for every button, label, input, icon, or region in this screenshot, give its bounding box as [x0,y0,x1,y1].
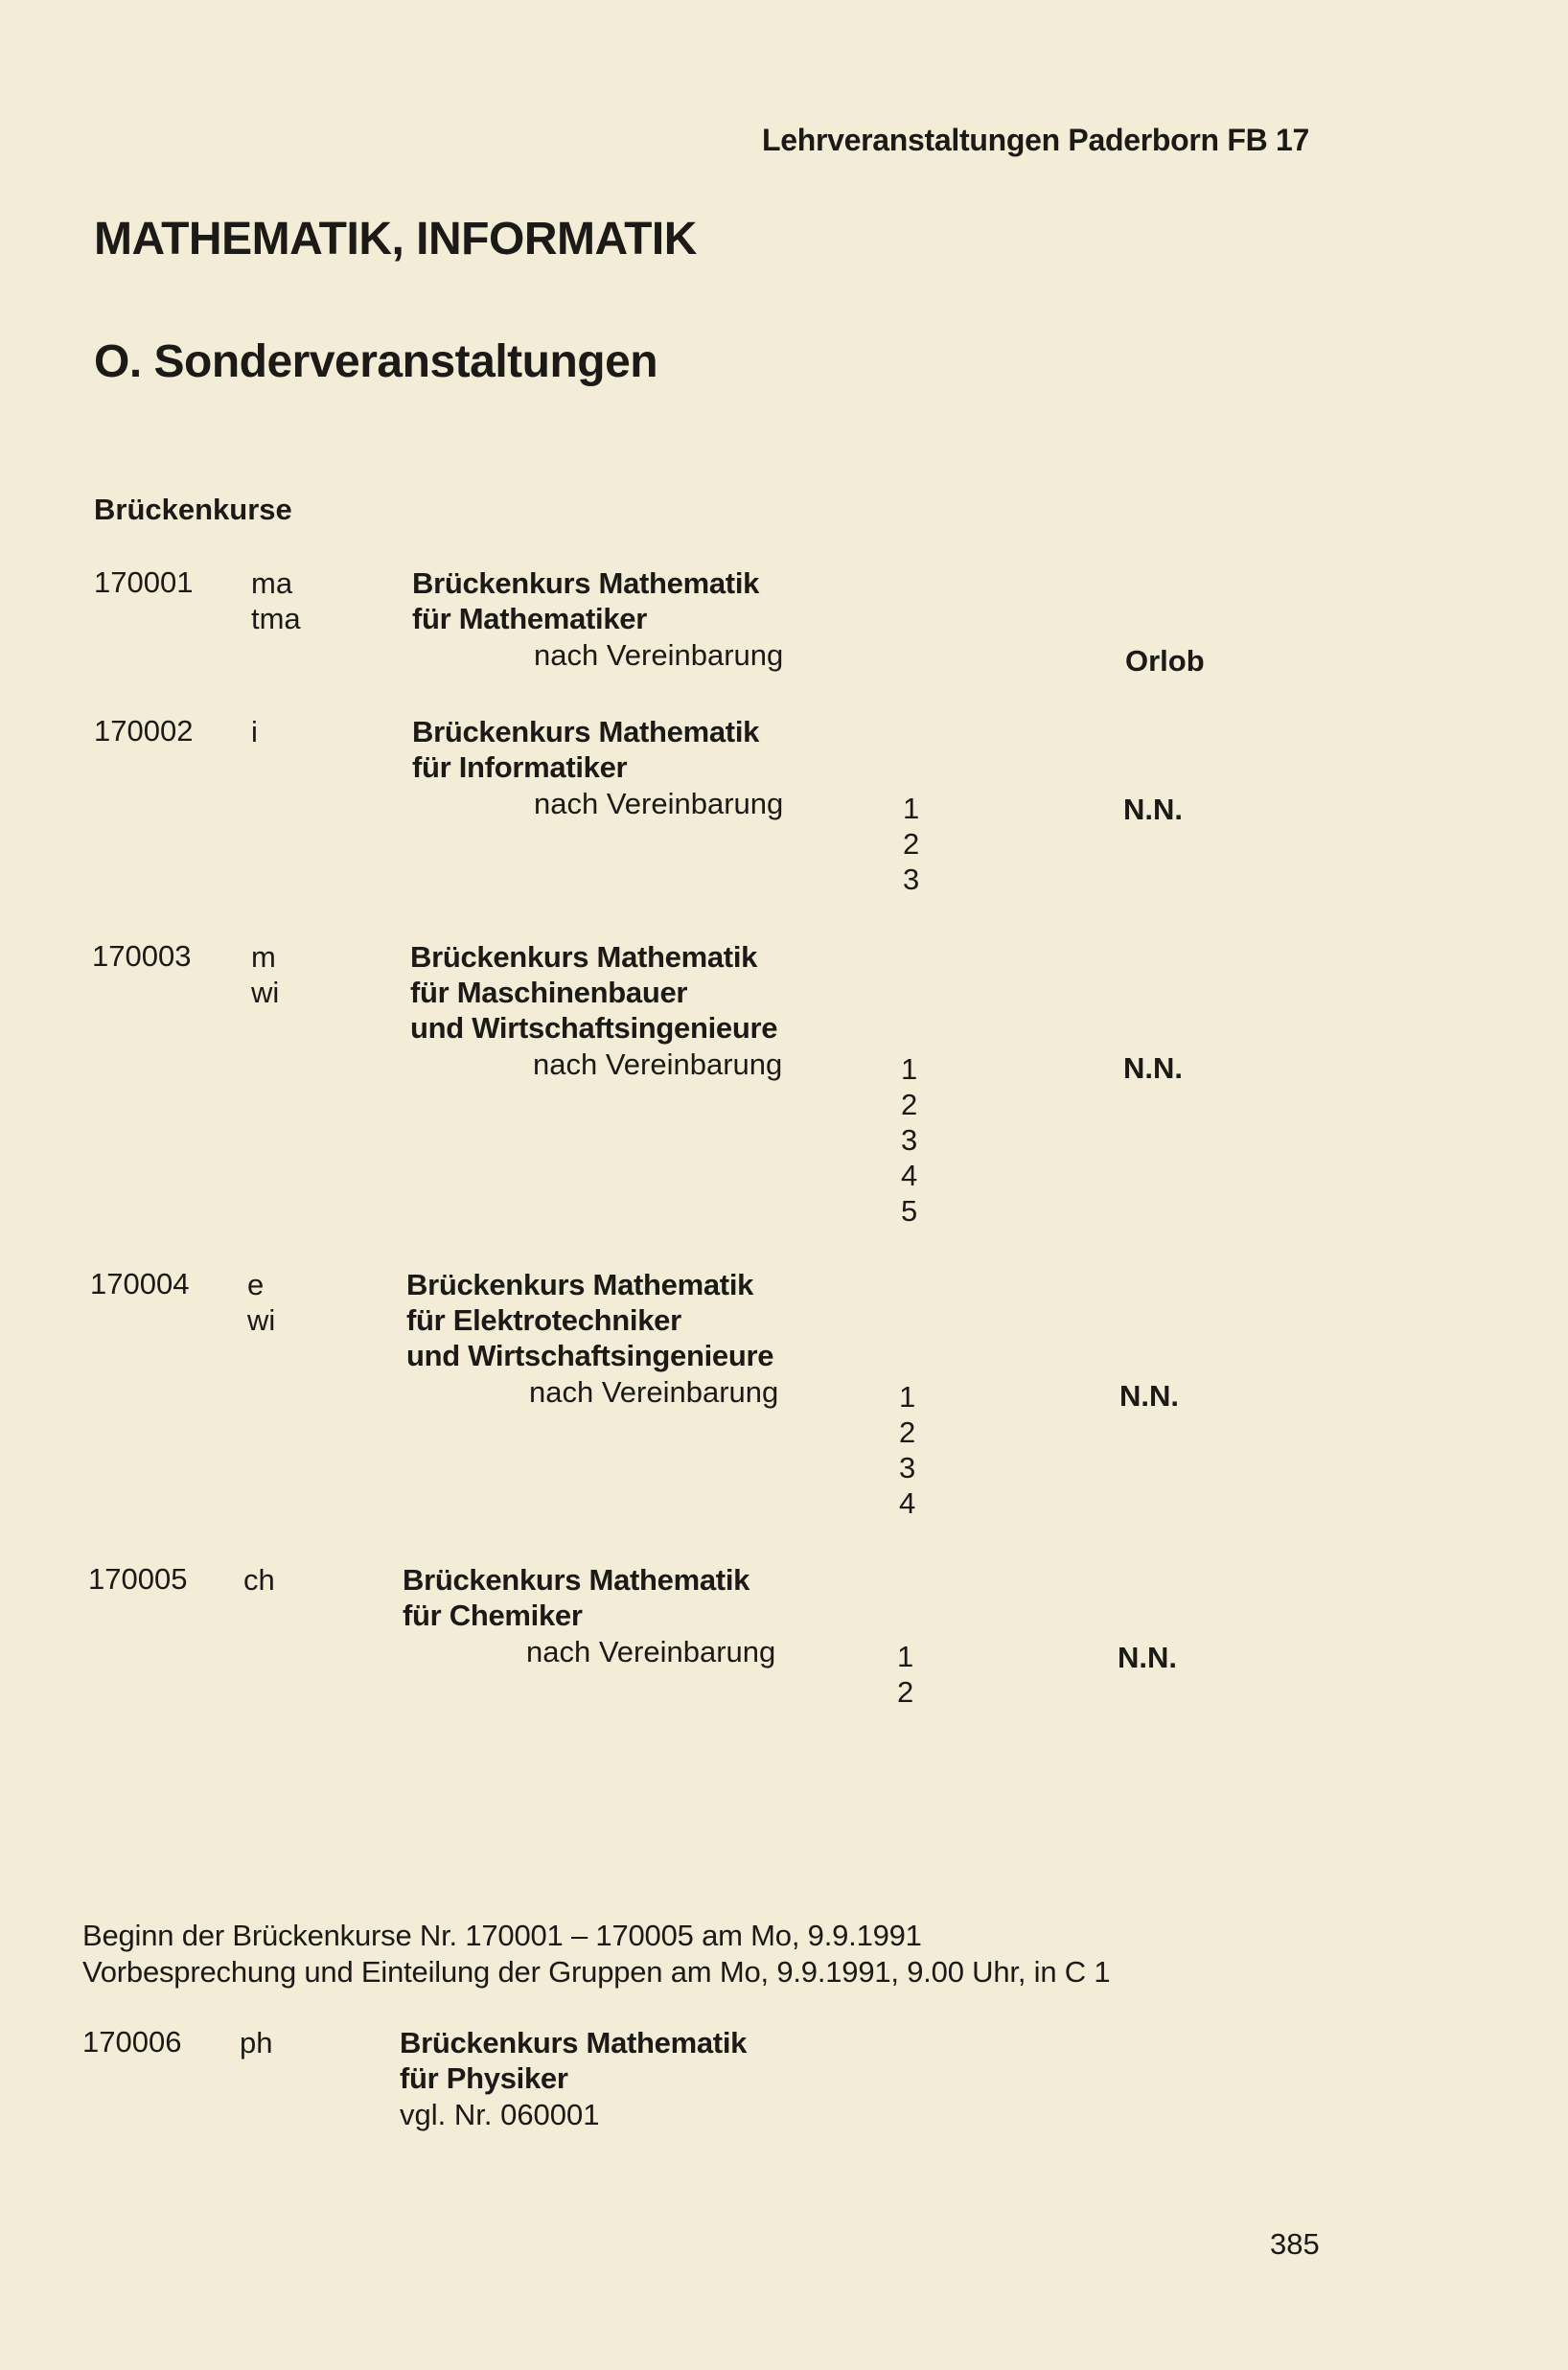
course-schedule: nach Vereinbarung [526,1635,776,1668]
course-title-line: und Wirtschaftsingenieure [406,1339,774,1372]
group-number: 3 [899,1451,916,1484]
course-title [406,1267,773,1373]
course-code: m [251,940,276,974]
course-groups [897,1639,913,1710]
group-number: 3 [901,1123,918,1157]
course-title-line: und Wirtschaftsingenieure [410,1011,778,1045]
course-number: 170004 [90,1267,190,1300]
course-lecturer: N.N. [1118,1641,1177,1674]
course-lecturer: N.N. [1119,1379,1179,1413]
course-title [403,1562,749,1633]
course-code: ch [243,1563,275,1597]
group-number: 2 [899,1415,916,1449]
course-code: e [247,1268,265,1301]
course-title [400,2025,747,2096]
group-number: 1 [903,792,920,825]
course-code: wi [251,976,280,1009]
course-schedule: nach Vereinbarung [534,787,784,820]
note-preliminary-meeting: Vorbesprechung und Einteilung der Gruppen am Mo, 9.9.1991, 9.00 Uhr, in C 1 [82,1955,1111,1989]
subsection-heading: Brückenkurse [94,493,292,526]
course-title-line: für Chemiker [403,1599,583,1632]
course-code: ma [251,566,293,600]
course-codes [251,565,301,636]
section-heading: O. Sonderveranstaltungen [94,336,658,387]
course-title-line: Brückenkurs Mathematik [412,715,760,748]
group-number: 5 [901,1194,918,1228]
group-number: 1 [897,1640,914,1673]
group-number: 2 [897,1675,914,1709]
group-number: 4 [899,1486,916,1520]
course-title-line: für Mathematiker [412,602,647,635]
course-codes [247,1267,275,1338]
course-title-line: für Elektrotechniker [406,1303,681,1337]
course-title-line: für Physiker [400,2061,568,2095]
course-title-line: Brückenkurs Mathematik [406,1268,754,1301]
page-number: 385 [1270,2227,1320,2261]
course-groups [901,1051,917,1229]
course-title-line: für Maschinenbauer [410,976,688,1009]
course-title [410,939,777,1046]
course-lecturer: N.N. [1123,793,1183,826]
course-schedule: nach Vereinbarung [533,1047,783,1081]
group-number: 1 [899,1380,916,1414]
course-number: 170006 [82,2025,182,2059]
course-number: 170005 [88,1562,188,1596]
course-code: ph [240,2026,273,2059]
course-title-line: für Informatiker [412,750,628,784]
course-title-line: Brückenkurs Mathematik [412,566,760,600]
course-schedule: nach Vereinbarung [529,1375,779,1409]
course-reference: vgl. Nr. 060001 [400,2098,600,2131]
course-title [412,714,759,785]
course-title-line: Brückenkurs Mathematik [403,1563,750,1597]
course-schedule: nach Vereinbarung [534,638,784,672]
course-number: 170001 [94,565,194,599]
running-header: Lehrveranstaltungen Paderborn FB 17 [762,123,1309,157]
group-number: 3 [903,863,920,896]
course-groups [903,791,919,897]
course-code: tma [251,602,301,635]
course-code: wi [247,1303,276,1337]
course-codes [240,2025,272,2060]
course-codes [251,714,258,749]
course-groups [899,1379,915,1521]
course-codes [251,939,279,1010]
course-lecturer: Orlob [1125,644,1205,678]
course-code: i [251,715,258,748]
course-lecturer: N.N. [1123,1051,1183,1085]
group-number: 1 [901,1052,918,1086]
course-number: 170003 [92,939,192,973]
group-number: 4 [901,1159,918,1192]
note-start-date: Beginn der Brückenkurse Nr. 170001 – 170005 am Mo, 9.9.1991 [82,1919,922,1952]
course-title-line: Brückenkurs Mathematik [410,940,758,974]
course-codes [243,1562,275,1598]
course-number: 170002 [94,714,194,748]
page-title: MATHEMATIK, INFORMATIK [94,214,697,265]
group-number: 2 [901,1088,918,1121]
course-title-line: Brückenkurs Mathematik [400,2026,748,2059]
course-title [412,565,759,636]
group-number: 2 [903,827,920,861]
